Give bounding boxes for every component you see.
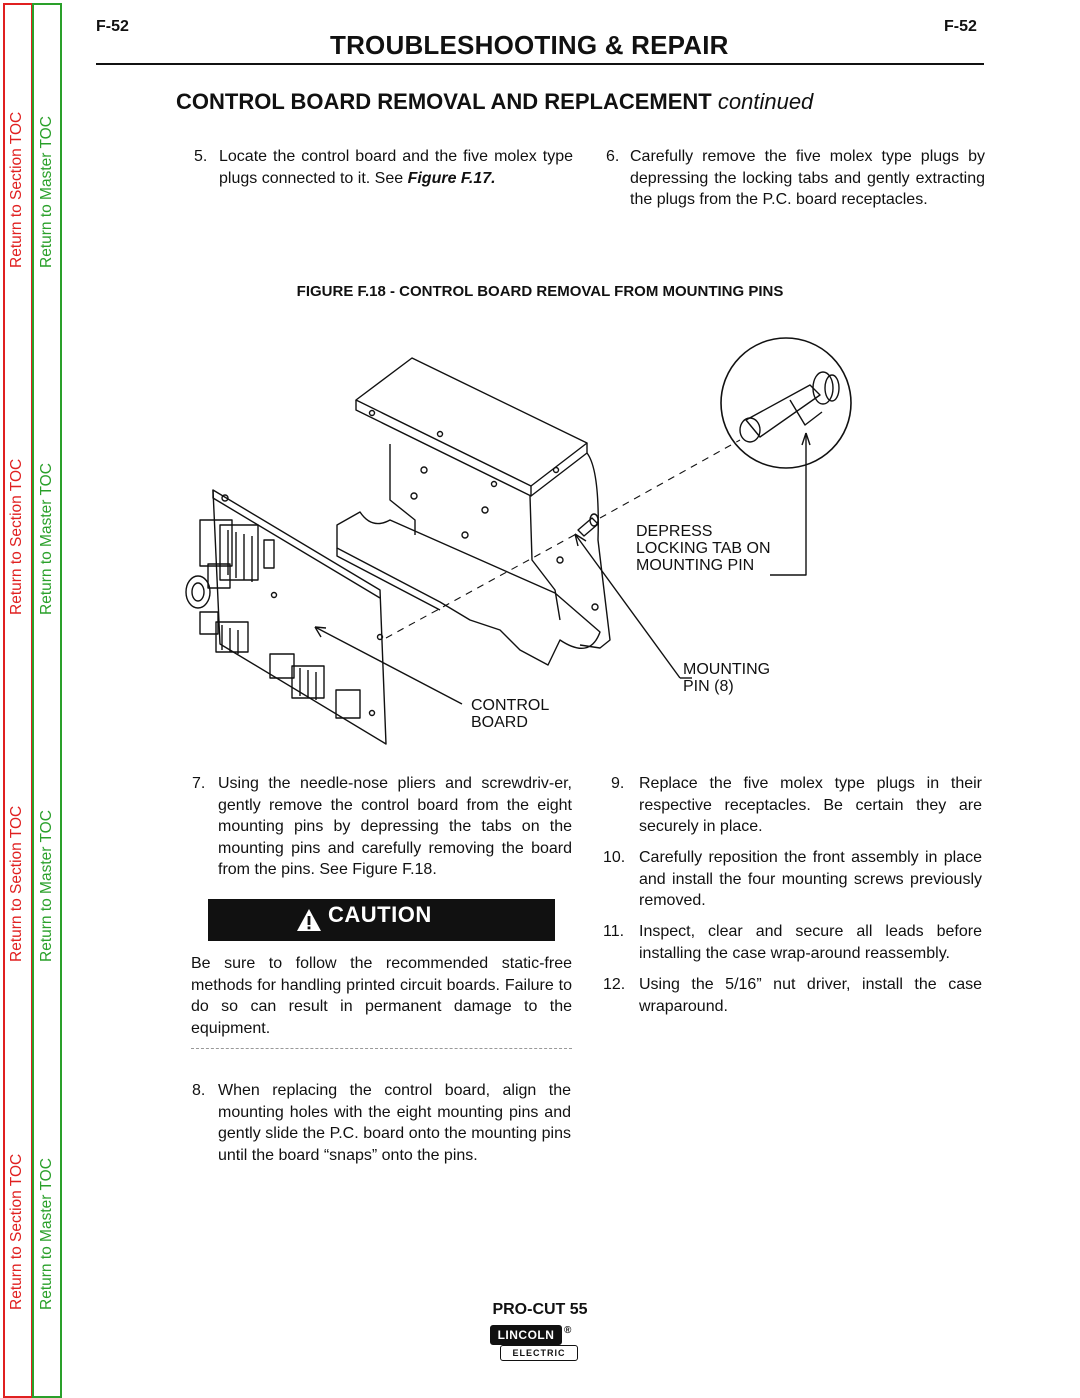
return-to-master-toc-link-3[interactable]: Return to Master TOC — [38, 810, 55, 962]
step-10 — [603, 847, 983, 915]
step-6 — [606, 146, 986, 236]
warning-triangle-icon — [296, 908, 322, 932]
footer-model: PRO-CUT 55 — [492, 1301, 588, 1318]
return-to-master-toc-link-4[interactable]: Return to Master TOC — [38, 1158, 55, 1310]
step-text: Carefully remove the five molex type plugs by depressing the locking tabs and gently extracting the plugs from the P.C. board receptacles. — [630, 148, 985, 208]
section-title: TROUBLESHOOTING & REPAIR — [330, 30, 729, 60]
step-text: Using the needle-nose pliers and screwdriv-er, gently remove the control board from the eight mounting pins by depressing the tabs on the mounting pins and carefully removing the board from the pins. See Figure F.18. — [218, 775, 572, 878]
step-5 — [194, 146, 574, 190]
step-number: 12. — [603, 976, 626, 993]
section-divider — [191, 1048, 572, 1049]
step-number: 5. — [194, 148, 208, 165]
step-9 — [611, 773, 983, 841]
step-text: Carefully reposition the front assembly in place and install the four mounting screws previously removed. — [639, 849, 982, 909]
figure-reference: Figure F.17. — [407, 169, 496, 187]
return-to-section-toc-link-1[interactable]: Return to Section TOC — [8, 111, 25, 268]
label-pin-count: PIN (8) — [683, 678, 734, 695]
page-subtitle — [176, 89, 813, 115]
label-mounting: MOUNTING — [683, 661, 771, 678]
step-number: 11. — [603, 923, 625, 940]
step-text: Locate the control board and the five molex type plugs connected to it. See Figure F.17. — [219, 148, 573, 187]
step-text: Replace the five molex type plugs in their respective receptacles. Be certain they are securely in place. — [639, 775, 982, 835]
label-board: BOARD — [471, 714, 528, 731]
figure-caption: FIGURE F.18 - CONTROL BOARD REMOVAL FROM MOUNTING PINS — [296, 283, 784, 300]
label-control: CONTROL — [471, 697, 550, 714]
step-number: 9. — [611, 775, 625, 792]
lincoln-electric-logo — [490, 1325, 580, 1363]
return-to-section-toc-link-2[interactable]: Return to Section TOC — [8, 458, 25, 615]
step-text: Inspect, clear and secure all leads before installing the case wrap-around reassembly. — [639, 923, 982, 962]
return-to-section-toc-link-4[interactable]: Return to Section TOC — [8, 1153, 25, 1310]
page-number-right: F-52 — [944, 18, 977, 35]
step-11 — [603, 921, 983, 967]
subtitle-continued: continued — [717, 89, 814, 114]
control-board-figure — [180, 330, 1000, 750]
caution-body: Be sure to follow the recommended static-free methods for handling printed circuit boards. Failure to do so can result in permanent damage to the equipment. — [191, 955, 572, 1037]
return-to-section-toc-link-3[interactable]: Return to Section TOC — [8, 805, 25, 962]
caution-text — [191, 953, 572, 1041]
step-number: 6. — [606, 148, 620, 165]
caution-banner — [208, 899, 555, 941]
step-number: 7. — [192, 775, 206, 792]
label-mounting-pin: MOUNTING PIN — [636, 557, 755, 574]
subtitle-main: CONTROL BOARD REMOVAL AND REPLACEMENT — [176, 89, 712, 114]
caution-label: CAUTION — [328, 902, 432, 927]
step-7 — [192, 773, 572, 883]
label-locking-tab: LOCKING TAB ON — [636, 540, 771, 557]
step-number: 8. — [192, 1082, 206, 1099]
return-to-master-toc-link-2[interactable]: Return to Master TOC — [38, 463, 55, 615]
step-number: 10. — [603, 849, 626, 866]
logo-electric: ELECTRIC — [500, 1345, 578, 1361]
step-text: When replacing the control board, align the mounting holes with the eight mounting pins and gently slide the P.C. board onto the mounting pins until the board “snaps” onto the pins. — [218, 1082, 571, 1164]
logo-lincoln: LINCOLN — [490, 1325, 562, 1345]
step-8 — [192, 1080, 572, 1190]
return-to-master-toc-link-1[interactable]: Return to Master TOC — [38, 116, 55, 268]
page-number-left: F-52 — [96, 18, 129, 35]
label-depress: DEPRESS — [636, 523, 713, 540]
registered-mark: ® — [564, 1325, 572, 1336]
header-rule — [96, 63, 984, 65]
step-text: Using the 5/16” nut driver, install the case wraparound. — [639, 976, 982, 1015]
step-12 — [603, 974, 983, 1020]
